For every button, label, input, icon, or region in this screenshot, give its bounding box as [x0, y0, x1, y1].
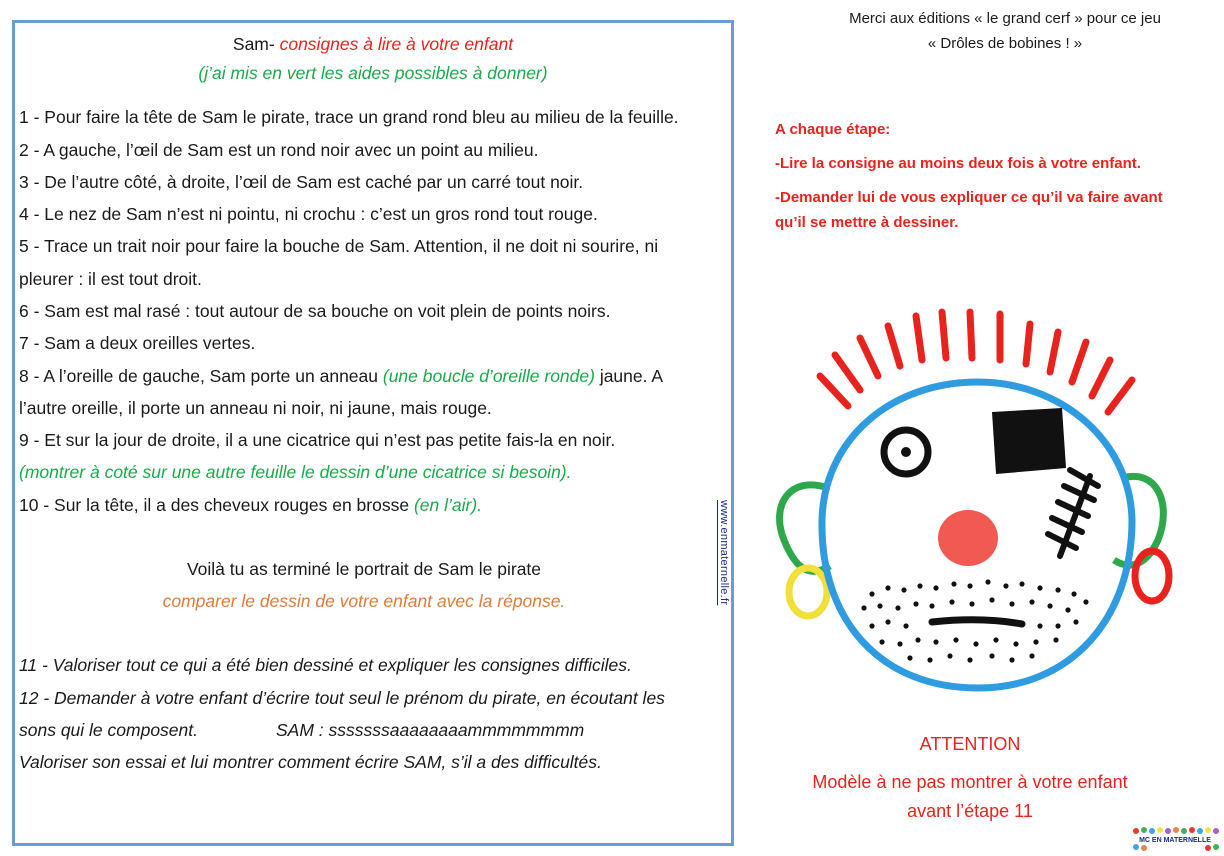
- step-8-end: jaune. A: [594, 366, 664, 386]
- finish-text: Voilà tu as terminé le portrait de Sam le pirate: [186, 559, 542, 579]
- step-6: 6 - Sam est mal rasé : tout autour de sa bouche on voit plein de points noirs.: [19, 301, 611, 321]
- step-4: 4 - Le nez de Sam n’est ni pointu, ni crochu : c’est un gros rond tout rouge.: [19, 204, 598, 224]
- step-10: [19, 494, 482, 516]
- step-12: 12 - Demander à votre enfant d’écrire tout seul le prénom du pirate, en écoutant les: [19, 688, 665, 708]
- eye-patch: [992, 408, 1066, 474]
- step-12-encourage: Valoriser son essai et lui montrer comment écrire SAM, s’il a des difficultés.: [19, 752, 602, 772]
- left-eye-pupil: [901, 447, 911, 457]
- note-line-1: -Lire la consigne au moins deux fois à votre enfant.: [775, 155, 1141, 172]
- step-2: 2 - A gauche, l’œil de Sam est un rond noir avec un point au milieu.: [19, 140, 539, 160]
- yellow-earring: [789, 568, 827, 616]
- step-1: 1 - Pour faire la tête de Sam le pirate, trace un grand rond bleu au milieu de la feuille.: [19, 107, 679, 127]
- attention-title: ATTENTION: [919, 734, 1021, 754]
- step-8-cont: l’autre oreille, il porte un anneau ni noir, ni jaune, mais rouge.: [19, 398, 492, 418]
- red-earring: [1135, 551, 1169, 601]
- step-9: 9 - Et sur la jour de droite, il a une cicatrice qui n’est pas petite fais-la en noir.: [19, 430, 616, 450]
- step-5: 5 - Trace un trait noir pour faire la bouche de Sam. Attention, il ne doit ni sourire, ni: [19, 236, 659, 256]
- website-watermark: www.enmaternelle.fr: [718, 500, 730, 606]
- scar: [1048, 470, 1098, 556]
- step-8-help: (une boucle d’oreille ronde): [382, 366, 595, 386]
- step-9-help: (montrer à coté sur une autre feuille le dessin d’une cicatrice si besoin).: [19, 462, 572, 482]
- step-10-help: (en l’air).: [413, 495, 483, 515]
- credits: [800, 6, 1210, 56]
- logo-text: MC EN MATERNELLE: [1139, 837, 1211, 844]
- mouth: [932, 620, 1022, 624]
- note-title: A chaque étape:: [775, 121, 891, 138]
- step-7: 7 - Sam a deux oreilles vertes.: [19, 333, 256, 353]
- header-help: (j’ai mis en vert les aides possibles à donner): [198, 63, 548, 83]
- step-5-cont: pleurer : il est tout droit.: [19, 269, 202, 289]
- pirate-sam-drawing: [760, 300, 1200, 720]
- compare-text: comparer le dessin de votre enfant avec la réponse.: [162, 591, 566, 611]
- step-8-start: 8 - A l’oreille de gauche, Sam porte un anneau: [19, 366, 383, 386]
- credits-line-2: « Drôles de bobines ! »: [927, 35, 1083, 52]
- sam-sounds: SAM : sssssssaaaaaaaammmmmmmm: [276, 720, 585, 740]
- header-name: Sam-: [232, 34, 280, 54]
- step-3: 3 - De l’autre côté, à droite, l’œil de Sam est caché par un carré tout noir.: [19, 172, 584, 192]
- red-hair: [820, 312, 1132, 412]
- red-nose: [938, 510, 998, 566]
- note-line-2: -Demander lui de vous expliquer ce qu’il va faire avant: [775, 189, 1163, 206]
- header-title: [15, 33, 731, 55]
- note-line-2-cont: qu’il se mettre à dessiner.: [775, 214, 959, 231]
- step-12-cont: sons qui le composent.: [19, 720, 198, 740]
- step-11: 11 - Valoriser tout ce qui a été bien dessiné et expliquer les consignes difficiles.: [19, 655, 632, 675]
- step-10-start: 10 - Sur la tête, il a des cheveux rouges en brosse: [19, 495, 414, 515]
- warning-line-2: avant l’étape 11: [907, 801, 1033, 821]
- header-instruction: consignes à lire à votre enfant: [279, 34, 514, 54]
- mc-en-maternelle-logo: [1130, 826, 1220, 852]
- step-8: [19, 365, 663, 387]
- credits-line-1: Merci aux éditions « le grand cerf » pour ce jeu: [849, 10, 1161, 27]
- warning-line-1: Modèle à ne pas montrer à votre enfant: [812, 772, 1128, 792]
